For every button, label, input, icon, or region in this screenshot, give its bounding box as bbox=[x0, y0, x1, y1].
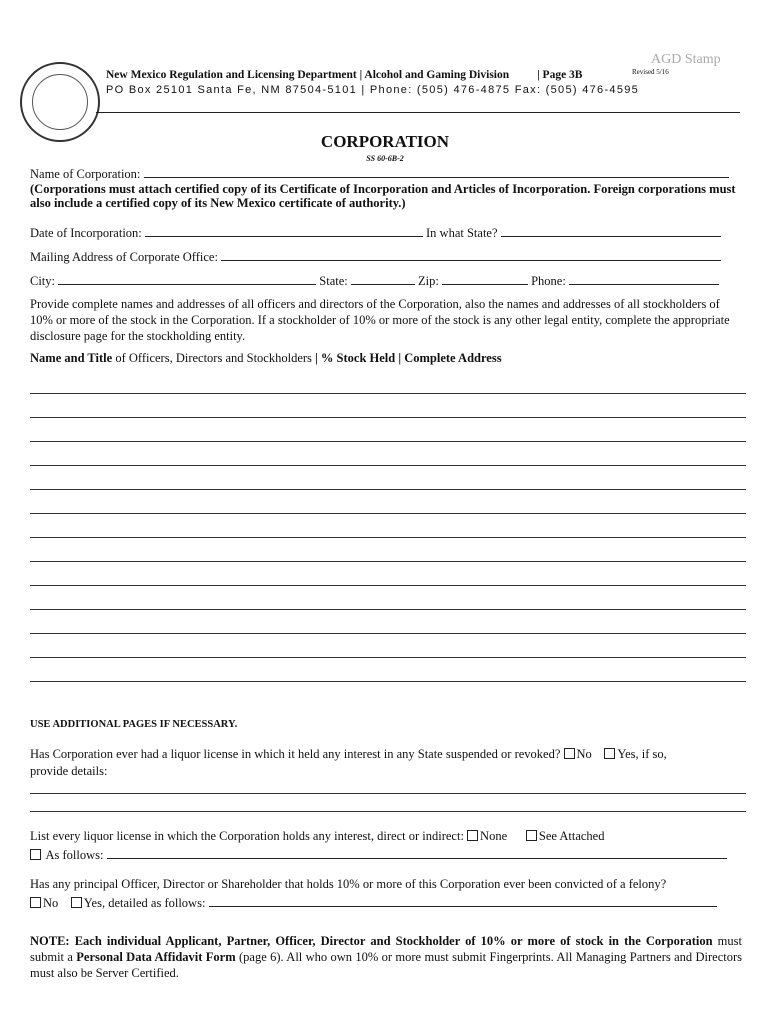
officer-line[interactable] bbox=[30, 537, 746, 538]
state-seal bbox=[20, 62, 100, 142]
phone-label: Phone: bbox=[531, 274, 566, 288]
note-text-2: must submit a bbox=[30, 934, 742, 964]
officer-line[interactable] bbox=[30, 393, 746, 394]
phone-field[interactable] bbox=[569, 272, 719, 285]
licenses-follows-checkbox[interactable] bbox=[30, 849, 41, 860]
page-title: CORPORATION bbox=[320, 132, 450, 151]
note-text-1: Each individual Applicant, Partner, Officer, Director and Stockholder of 10% or more of stock in the Corporation bbox=[69, 934, 713, 948]
zip-label: Zip: bbox=[417, 274, 439, 288]
officer-line[interactable] bbox=[30, 633, 746, 634]
officer-line[interactable] bbox=[30, 441, 746, 442]
mailing-label: Mailing Address of Corporate Office: bbox=[30, 250, 218, 264]
revised-date: Revised 5/16 bbox=[632, 68, 669, 76]
officers-column-header bbox=[30, 351, 502, 366]
header-department bbox=[106, 69, 582, 81]
state-label: In what State? bbox=[426, 226, 498, 240]
felony-yes-label: Yes, detailed as follows: bbox=[83, 896, 206, 910]
felony-question: Has any principal Officer, Director or Shareholder that holds 10% or more of this Corporation ever been convicted of a felony? bbox=[30, 877, 667, 891]
licenses-follows-label: As follows: bbox=[45, 848, 104, 862]
state-field[interactable] bbox=[501, 224, 721, 237]
licenses-follows-row bbox=[30, 846, 727, 863]
city-label: City: bbox=[30, 274, 56, 288]
licenses-attached-checkbox[interactable] bbox=[526, 830, 537, 841]
page-number: | Page 3B bbox=[537, 69, 583, 81]
officer-line[interactable] bbox=[30, 465, 746, 466]
name-row bbox=[30, 165, 729, 182]
seal-inner-ring bbox=[32, 74, 88, 130]
date-field[interactable] bbox=[145, 224, 423, 237]
officer-line[interactable] bbox=[30, 609, 746, 610]
statute-reference: SS 60-6B-2 bbox=[366, 154, 404, 163]
suspended-details-line[interactable] bbox=[30, 811, 746, 812]
note-label: NOTE: bbox=[30, 934, 70, 948]
felony-yes-checkbox[interactable] bbox=[71, 897, 82, 908]
suspended-yes-checkbox[interactable] bbox=[604, 748, 615, 759]
city-row bbox=[30, 272, 719, 289]
mailing-field[interactable] bbox=[221, 248, 721, 261]
felony-details-field[interactable] bbox=[209, 894, 717, 907]
licenses-question bbox=[30, 829, 604, 844]
officer-line[interactable] bbox=[30, 417, 746, 418]
certified-note: (Corporations must attach certified copy of its Certificate of Incorporation and Articles of Incorporation. Foreign corporations must also include a certified copy of its New Mexico certificate of authority.) bbox=[30, 182, 736, 210]
licenses-follows-field[interactable] bbox=[107, 846, 727, 859]
felony-no-label: No bbox=[43, 896, 59, 910]
col-name-title: Name and Title bbox=[30, 351, 113, 365]
officer-line[interactable] bbox=[30, 657, 746, 658]
suspended-details-label: provide details: bbox=[30, 764, 108, 778]
officers-instructions: Provide complete names and addresses of all officers and directors of the Corporation, also the names and addresses of all stockholders of 10% or more of the stock in the Corporation. If a stockholder of 10% or more of the stock is any other legal entity, complete the appropriate disclosure page for the stockholding entity. bbox=[30, 297, 730, 343]
officer-line[interactable] bbox=[30, 489, 746, 490]
col-name-rest: of Officers, Directors and Stockholders bbox=[112, 351, 312, 365]
suspended-no-checkbox[interactable] bbox=[564, 748, 575, 759]
officer-line[interactable] bbox=[30, 513, 746, 514]
suspended-details-line[interactable] bbox=[30, 793, 746, 794]
officer-line[interactable] bbox=[30, 585, 746, 586]
licenses-none-checkbox[interactable] bbox=[467, 830, 478, 841]
licenses-text: List every liquor license in which the Corporation holds any interest, direct or indirect: bbox=[30, 829, 464, 843]
name-field[interactable] bbox=[144, 165, 729, 178]
suspended-yes-label: Yes, if so, bbox=[617, 747, 667, 761]
date-label: Date of Incorporation: bbox=[30, 226, 142, 240]
note-text-3: (page 6). All who own 10% or more must submit Fingerprints. All Managing Partners and Directors must also be Server Certified. bbox=[30, 950, 742, 980]
header-contact: PO Box 25101 Santa Fe, NM 87504-5101 | Phone: (505) 476-4875 Fax: (505) 476-4595 bbox=[106, 84, 640, 96]
date-row bbox=[30, 224, 721, 241]
officer-line[interactable] bbox=[30, 681, 746, 682]
name-label: Name of Corporation: bbox=[30, 167, 141, 181]
col-address: Complete Address bbox=[404, 351, 502, 365]
note-paragraph bbox=[30, 933, 742, 981]
suspended-text: Has Corporation ever had a liquor license in which it held any interest in any State suspended or revoked? bbox=[30, 747, 561, 761]
state2-field[interactable] bbox=[351, 272, 415, 285]
zip-field[interactable] bbox=[442, 272, 528, 285]
officer-line[interactable] bbox=[30, 561, 746, 562]
licenses-none-label: None bbox=[480, 829, 508, 843]
felony-answer-row bbox=[30, 894, 717, 911]
state2-label: State: bbox=[319, 274, 348, 288]
header-divider bbox=[96, 112, 740, 113]
city-field[interactable] bbox=[58, 272, 316, 285]
suspended-question bbox=[30, 747, 667, 762]
department-name: New Mexico Regulation and Licensing Department | Alcohol and Gaming Division bbox=[106, 69, 510, 81]
licenses-attached-label: See Attached bbox=[538, 829, 605, 843]
suspended-no-label: No bbox=[576, 747, 592, 761]
col-stock-held: | % Stock Held | bbox=[315, 351, 402, 365]
mailing-row bbox=[30, 248, 721, 265]
note-form-name: Personal Data Affidavit Form bbox=[76, 950, 236, 964]
agd-stamp: AGD Stamp bbox=[651, 52, 721, 67]
additional-pages-note: USE ADDITIONAL PAGES IF NECESSARY. bbox=[30, 719, 238, 730]
felony-no-checkbox[interactable] bbox=[30, 897, 41, 908]
